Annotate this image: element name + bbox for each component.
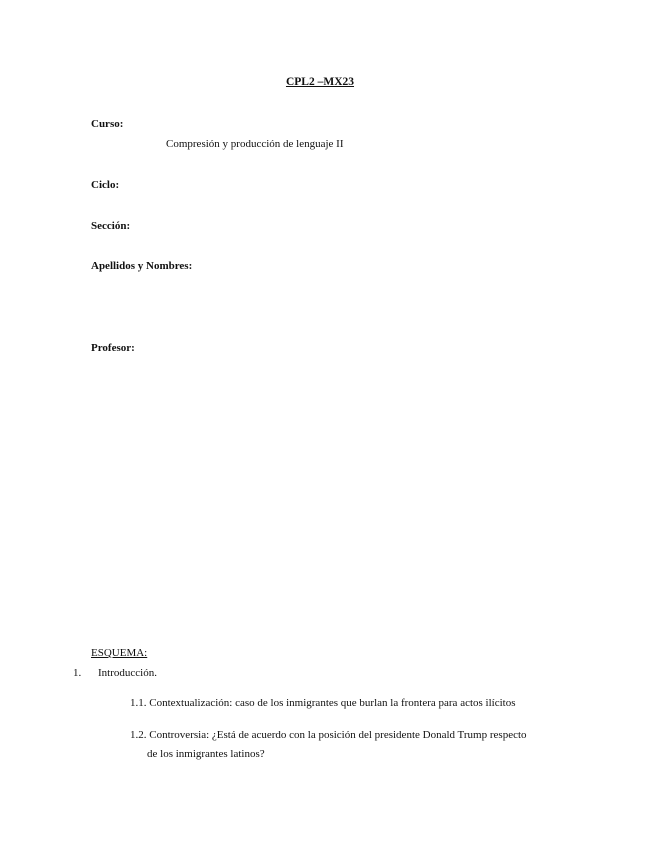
outline-item-text: Introducción. [98, 667, 157, 679]
apellidos-nombres-label: Apellidos y Nombres: [91, 260, 193, 272]
curso-value: Compresión y producción de lenguaje II [166, 138, 344, 150]
document-title: CPL2 –MX23 [285, 76, 355, 88]
outline-subitem-controversia: 1.2. Controversia: ¿Está de acuerdo con la posición del presidente Donald Trump respecto [130, 729, 527, 741]
ciclo-label: Ciclo: [91, 179, 120, 191]
outline-subitem-controversia-continuation: de los inmigrantes latinos? [147, 748, 265, 760]
seccion-label: Sección: [91, 220, 131, 232]
schema-heading: ESQUEMA: [91, 647, 148, 659]
outline-subitem-contextualizacion: 1.1. Contextualización: caso de los inmigrantes que burlan la frontera para actos ilícitos [130, 697, 516, 709]
outline-item-number: 1. [73, 667, 82, 679]
curso-label: Curso: [91, 118, 124, 130]
profesor-label: Profesor: [91, 342, 135, 354]
